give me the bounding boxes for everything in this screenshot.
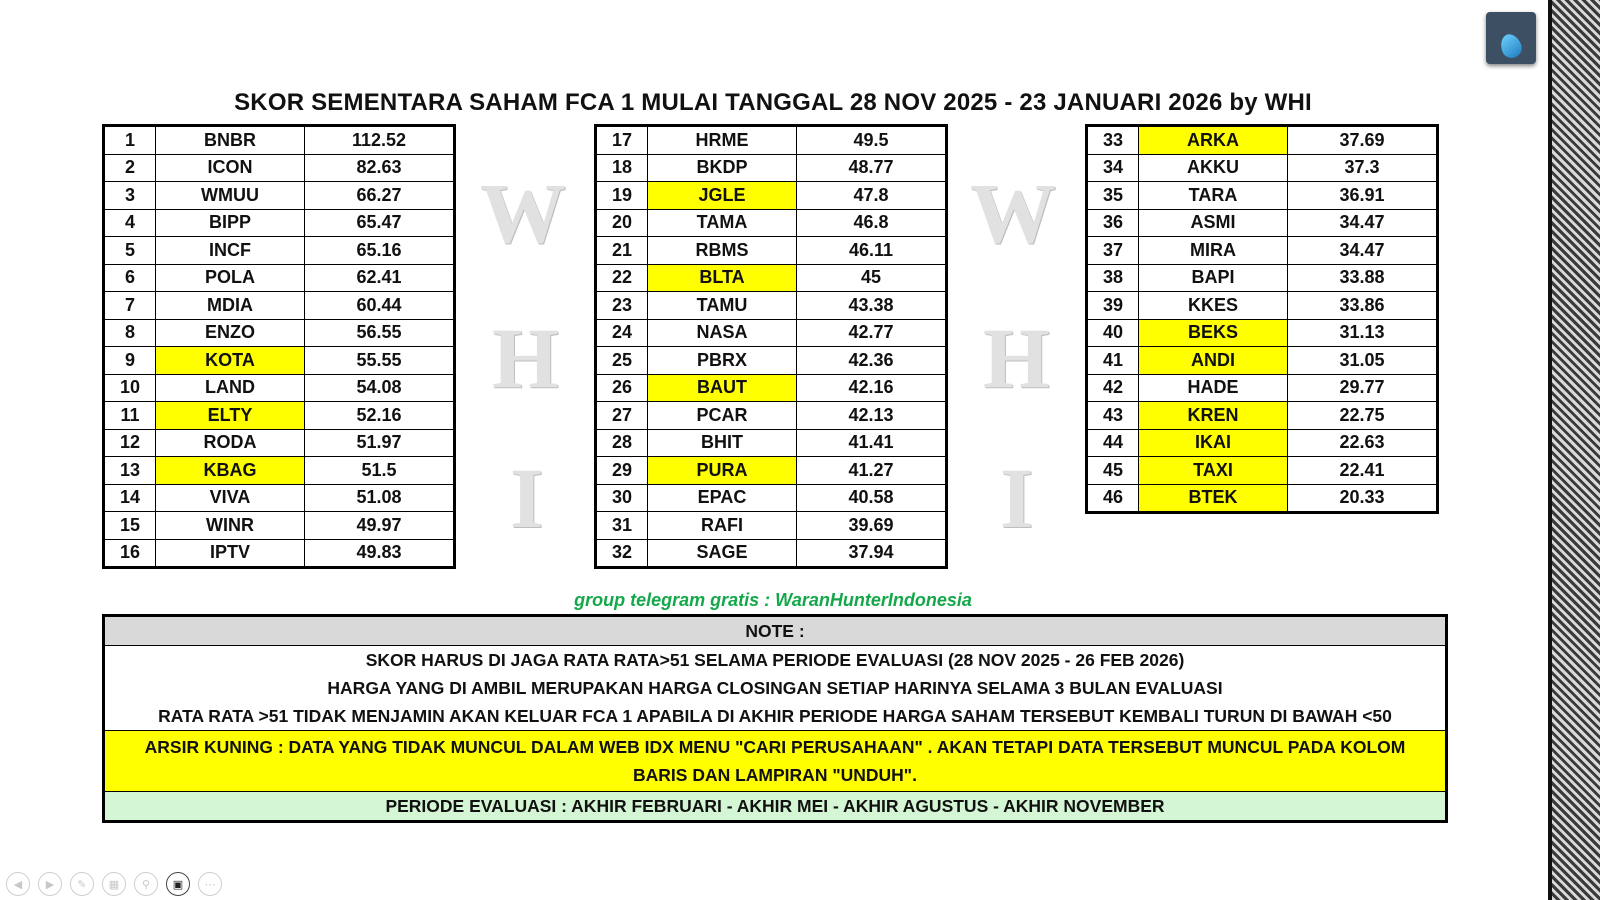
stock-code-cell: TAMA (648, 209, 797, 237)
stock-code-cell: LAND (156, 374, 305, 402)
table-row (1087, 237, 1438, 265)
score-cell: 52.16 (305, 402, 455, 430)
score-cell: 22.41 (1288, 457, 1438, 485)
slideshow-toolbar (6, 872, 222, 896)
stock-code-cell: BKDP (648, 154, 797, 182)
table-row (1087, 319, 1438, 347)
stock-code-cell: EPAC (648, 484, 797, 512)
stock-code-cell: SAGE (648, 539, 797, 568)
rank-cell: 5 (104, 237, 156, 265)
stock-code-cell: BIPP (156, 209, 305, 237)
table-row (1087, 154, 1438, 182)
table-row (596, 209, 947, 237)
rank-cell: 22 (596, 264, 648, 292)
score-cell: 49.97 (305, 512, 455, 540)
rank-cell: 44 (1087, 429, 1139, 457)
score-cell: 20.33 (1288, 484, 1438, 513)
rank-cell: 39 (1087, 292, 1139, 320)
stock-code-cell: BTEK (1139, 484, 1288, 513)
side-divider (1548, 0, 1552, 900)
table-row (104, 457, 455, 485)
score-table-1 (102, 124, 456, 569)
table-row (596, 154, 947, 182)
table-row (596, 402, 947, 430)
watermark-letter: W (970, 165, 1056, 261)
rank-cell: 33 (1087, 126, 1139, 155)
stock-code-cell: ICON (156, 154, 305, 182)
rank-cell: 3 (104, 182, 156, 210)
table-row (596, 237, 947, 265)
table-row (104, 237, 455, 265)
table-row (104, 264, 455, 292)
table-row (596, 512, 947, 540)
score-cell: 46.8 (797, 209, 947, 237)
note-box (102, 614, 1448, 823)
table-row (596, 457, 947, 485)
score-cell: 31.05 (1288, 347, 1438, 375)
note-line: HARGA YANG DI AMBIL MERUPAKAN HARGA CLOSINGAN SETIAP HARINYA SELAMA 3 BULAN EVALUASI (327, 678, 1223, 698)
rank-cell: 25 (596, 347, 648, 375)
score-cell: 62.41 (305, 264, 455, 292)
stock-code-cell: KBAG (156, 457, 305, 485)
score-cell: 65.16 (305, 237, 455, 265)
table-row (596, 484, 947, 512)
rank-cell: 21 (596, 237, 648, 265)
table-row (596, 539, 947, 568)
score-cell: 82.63 (305, 154, 455, 182)
score-cell: 51.08 (305, 484, 455, 512)
rank-cell: 7 (104, 292, 156, 320)
score-cell: 42.13 (797, 402, 947, 430)
rank-cell: 26 (596, 374, 648, 402)
table-row (104, 429, 455, 457)
score-table-2 (594, 124, 948, 569)
table-row (104, 319, 455, 347)
telegram-group-text: group telegram gratis : WaranHunterIndonesia (574, 590, 972, 610)
rank-cell: 19 (596, 182, 648, 210)
score-table-3 (1085, 124, 1439, 514)
rank-cell: 32 (596, 539, 648, 568)
score-cell: 37.3 (1288, 154, 1438, 182)
rank-cell: 36 (1087, 209, 1139, 237)
table-row (596, 319, 947, 347)
rank-cell: 9 (104, 347, 156, 375)
stock-code-cell: IKAI (1139, 429, 1288, 457)
rank-cell: 6 (104, 264, 156, 292)
rank-cell: 31 (596, 512, 648, 540)
rank-cell: 11 (104, 402, 156, 430)
score-cell: 48.77 (797, 154, 947, 182)
score-cell: 42.36 (797, 347, 947, 375)
score-cell: 22.75 (1288, 402, 1438, 430)
stock-code-cell: RBMS (648, 237, 797, 265)
page-title: SKOR SEMENTARA SAHAM FCA 1 MULAI TANGGAL 28 NOV 2025 - 23 JANUARI 2026 by WHI (234, 89, 1312, 116)
table-row (596, 292, 947, 320)
watermark-letter: H (983, 310, 1050, 406)
rank-cell: 23 (596, 292, 648, 320)
evaluation-period: PERIODE EVALUASI : AKHIR FEBRUARI - AKHIR MEI - AKHIR AGUSTUS - AKHIR NOVEMBER (105, 792, 1445, 820)
stock-code-cell: VIVA (156, 484, 305, 512)
next-icon[interactable]: ▶ (38, 872, 62, 896)
stock-code-cell: POLA (156, 264, 305, 292)
rank-cell: 40 (1087, 319, 1139, 347)
rank-cell: 20 (596, 209, 648, 237)
rank-cell: 46 (1087, 484, 1139, 513)
score-cell: 34.47 (1288, 209, 1438, 237)
table-row (104, 154, 455, 182)
camera-icon[interactable]: ▣ (166, 872, 190, 896)
zoom-icon[interactable]: ⚲ (134, 872, 158, 896)
rank-cell: 43 (1087, 402, 1139, 430)
stock-code-cell: ENZO (156, 319, 305, 347)
watermark-letter: H (492, 310, 559, 406)
score-cell: 40.58 (797, 484, 947, 512)
watermark-letter: I (510, 450, 544, 546)
note-line: RATA RATA >51 TIDAK MENJAMIN AKAN KELUAR FCA 1 APABILA DI AKHIR PERIODE HARGA SAHAM TERSEBUT KEMBALI TURUN DI BAWAH <50 (158, 706, 1392, 726)
table-row (104, 347, 455, 375)
note-header: NOTE : (105, 617, 1445, 646)
stock-code-cell: TAXI (1139, 457, 1288, 485)
rank-cell: 1 (104, 126, 156, 155)
table-row (1087, 126, 1438, 155)
table-row (1087, 264, 1438, 292)
stock-code-cell: WINR (156, 512, 305, 540)
stock-code-cell: ARKA (1139, 126, 1288, 155)
stock-code-cell: KKES (1139, 292, 1288, 320)
table-row (596, 374, 947, 402)
stock-code-cell: MIRA (1139, 237, 1288, 265)
score-cell: 46.11 (797, 237, 947, 265)
table-row (104, 292, 455, 320)
stock-code-cell: PCAR (648, 402, 797, 430)
stock-code-cell: PURA (648, 457, 797, 485)
stock-code-cell: NASA (648, 319, 797, 347)
score-cell: 33.86 (1288, 292, 1438, 320)
table-row (1087, 457, 1438, 485)
watermark-letter: I (1000, 450, 1034, 546)
score-cell: 49.5 (797, 126, 947, 155)
rank-cell: 16 (104, 539, 156, 568)
score-cell: 22.63 (1288, 429, 1438, 457)
stock-code-cell: BNBR (156, 126, 305, 155)
rank-cell: 30 (596, 484, 648, 512)
table-row (104, 374, 455, 402)
score-cell: 45 (797, 264, 947, 292)
stock-code-cell: IPTV (156, 539, 305, 568)
score-cell: 43.38 (797, 292, 947, 320)
stock-code-cell: HRME (648, 126, 797, 155)
rank-cell: 18 (596, 154, 648, 182)
score-cell: 41.41 (797, 429, 947, 457)
table-row (1087, 182, 1438, 210)
score-cell: 65.47 (305, 209, 455, 237)
stock-code-cell: BEKS (1139, 319, 1288, 347)
more-icon[interactable]: ⋯ (198, 872, 222, 896)
stock-code-cell: WMUU (156, 182, 305, 210)
stock-code-cell: ASMI (1139, 209, 1288, 237)
stock-code-cell: BAPI (1139, 264, 1288, 292)
slides-icon[interactable]: ▦ (102, 872, 126, 896)
rank-cell: 2 (104, 154, 156, 182)
table-row (104, 126, 455, 155)
rank-cell: 17 (596, 126, 648, 155)
rank-cell: 28 (596, 429, 648, 457)
side-decoration-strip (1548, 0, 1600, 900)
rank-cell: 10 (104, 374, 156, 402)
whi-logo (1486, 12, 1536, 64)
score-cell: 42.77 (797, 319, 947, 347)
score-cell: 54.08 (305, 374, 455, 402)
score-cell: 36.91 (1288, 182, 1438, 210)
stock-code-cell: BLTA (648, 264, 797, 292)
score-cell: 31.13 (1288, 319, 1438, 347)
rank-cell: 4 (104, 209, 156, 237)
table-row (596, 182, 947, 210)
score-cell: 112.52 (305, 126, 455, 155)
rank-cell: 41 (1087, 347, 1139, 375)
score-cell: 55.55 (305, 347, 455, 375)
score-cell: 60.44 (305, 292, 455, 320)
table-row (104, 182, 455, 210)
table-row (596, 264, 947, 292)
score-cell: 34.47 (1288, 237, 1438, 265)
stock-code-cell: KREN (1139, 402, 1288, 430)
rank-cell: 42 (1087, 374, 1139, 402)
score-cell: 56.55 (305, 319, 455, 347)
score-cell: 41.27 (797, 457, 947, 485)
stock-code-cell: BAUT (648, 374, 797, 402)
stock-code-cell: ANDI (1139, 347, 1288, 375)
score-cell: 47.8 (797, 182, 947, 210)
table-row (1087, 292, 1438, 320)
rank-cell: 13 (104, 457, 156, 485)
stock-code-cell: ELTY (156, 402, 305, 430)
rank-cell: 45 (1087, 457, 1139, 485)
stock-code-cell: PBRX (648, 347, 797, 375)
stock-code-cell: KOTA (156, 347, 305, 375)
stock-code-cell: JGLE (648, 182, 797, 210)
score-cell: 37.94 (797, 539, 947, 568)
table-row (104, 484, 455, 512)
rank-cell: 34 (1087, 154, 1139, 182)
rank-cell: 8 (104, 319, 156, 347)
table-row (596, 347, 947, 375)
table-row (1087, 402, 1438, 430)
table-row (104, 209, 455, 237)
watermark-letter: W (480, 165, 566, 261)
previous-icon[interactable]: ◀ (6, 872, 30, 896)
rank-cell: 24 (596, 319, 648, 347)
stock-code-cell: MDIA (156, 292, 305, 320)
stock-code-cell: HADE (1139, 374, 1288, 402)
table-row (104, 512, 455, 540)
table-row (1087, 209, 1438, 237)
table-row (104, 539, 455, 568)
rank-cell: 27 (596, 402, 648, 430)
stock-code-cell: AKKU (1139, 154, 1288, 182)
stock-code-cell: BHIT (648, 429, 797, 457)
stock-code-cell: TARA (1139, 182, 1288, 210)
table-row (104, 402, 455, 430)
table-row (1087, 429, 1438, 457)
table-row (1087, 374, 1438, 402)
rank-cell: 35 (1087, 182, 1139, 210)
stock-code-cell: RODA (156, 429, 305, 457)
score-cell: 51.5 (305, 457, 455, 485)
score-cell: 51.97 (305, 429, 455, 457)
table-row (1087, 484, 1438, 513)
note-line: SKOR HARUS DI JAGA RATA RATA>51 SELAMA PERIODE EVALUASI (28 NOV 2025 - 26 FEB 2026) (365, 650, 1185, 670)
rank-cell: 37 (1087, 237, 1139, 265)
pen-icon[interactable]: ✎ (70, 872, 94, 896)
water-drop-icon (1497, 31, 1524, 60)
stock-code-cell: TAMU (648, 292, 797, 320)
rank-cell: 14 (104, 484, 156, 512)
score-cell: 29.77 (1288, 374, 1438, 402)
score-cell: 49.83 (305, 539, 455, 568)
stock-code-cell: INCF (156, 237, 305, 265)
table-row (1087, 347, 1438, 375)
rank-cell: 15 (104, 512, 156, 540)
yellow-highlight-note: ARSIR KUNING : DATA YANG TIDAK MUNCUL DALAM WEB IDX MENU "CARI PERUSAHAAN" . AKAN TETAPI DATA TERSEBUT MUNCUL PADA KOLOM BARIS DAN LAMPIRAN "UNDUH". (105, 730, 1445, 792)
score-cell: 42.16 (797, 374, 947, 402)
table-row (596, 126, 947, 155)
score-cell: 37.69 (1288, 126, 1438, 155)
rank-cell: 29 (596, 457, 648, 485)
rank-cell: 38 (1087, 264, 1139, 292)
table-row (596, 429, 947, 457)
score-cell: 33.88 (1288, 264, 1438, 292)
score-cell: 39.69 (797, 512, 947, 540)
stock-code-cell: RAFI (648, 512, 797, 540)
score-cell: 66.27 (305, 182, 455, 210)
rank-cell: 12 (104, 429, 156, 457)
